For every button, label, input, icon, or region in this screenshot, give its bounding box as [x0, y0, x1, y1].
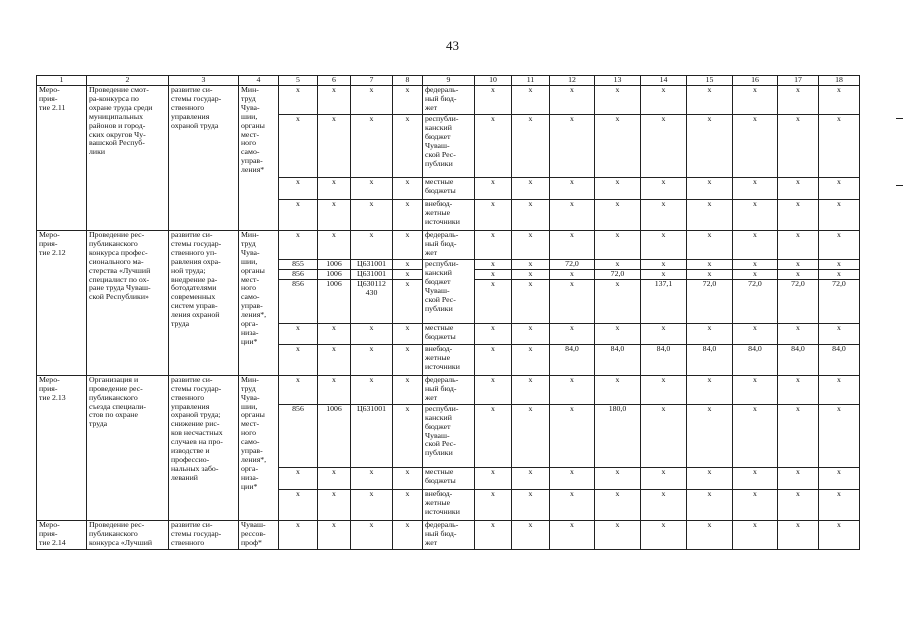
- value-cell: x: [641, 200, 687, 231]
- code-cell: 1006: [318, 269, 351, 279]
- code-cell: x: [393, 344, 423, 375]
- funding-source: федераль- ный бюд- жет: [423, 86, 475, 115]
- margin-mark: [896, 118, 903, 119]
- code-cell: x: [318, 323, 351, 344]
- value-cell: x: [595, 200, 641, 231]
- code-cell: x: [279, 467, 318, 489]
- value-cell: x: [819, 269, 860, 279]
- value-cell: x: [733, 375, 778, 404]
- column-header: 18: [819, 76, 860, 86]
- code-cell: x: [318, 375, 351, 404]
- column-header: 16: [733, 76, 778, 86]
- value-cell: x: [687, 178, 733, 200]
- code-cell: x: [393, 115, 423, 178]
- value-cell: 137,1: [641, 279, 687, 323]
- value-cell: 72,0: [819, 279, 860, 323]
- value-cell: x: [778, 467, 819, 489]
- value-cell: x: [641, 115, 687, 178]
- value-cell: x: [819, 115, 860, 178]
- funding-source: федераль- ный бюд- жет: [423, 375, 475, 404]
- value-cell: x: [475, 279, 512, 323]
- value-cell: x: [733, 86, 778, 115]
- column-header: 3: [169, 76, 239, 86]
- value-cell: 84,0: [819, 344, 860, 375]
- value-cell: x: [733, 520, 778, 549]
- value-cell: x: [778, 260, 819, 270]
- value-cell: x: [733, 200, 778, 231]
- value-cell: x: [733, 115, 778, 178]
- value-cell: x: [550, 115, 595, 178]
- column-header: 4: [239, 76, 279, 86]
- value-cell: x: [687, 200, 733, 231]
- value-cell: x: [687, 231, 733, 260]
- column-header: 8: [393, 76, 423, 86]
- value-cell: x: [819, 489, 860, 520]
- funding-source: республи- канский бюджет Чуваш- ской Рес- публики: [423, 260, 475, 324]
- value-cell: x: [595, 178, 641, 200]
- value-cell: x: [687, 489, 733, 520]
- funding-source: внебюд- жетные источники: [423, 344, 475, 375]
- value-cell: x: [641, 489, 687, 520]
- value-cell: x: [595, 375, 641, 404]
- code-cell: Ц630112 430: [351, 279, 393, 323]
- value-cell: x: [475, 467, 512, 489]
- code-cell: x: [279, 115, 318, 178]
- value-cell: x: [512, 489, 550, 520]
- value-cell: x: [475, 520, 512, 549]
- value-cell: x: [550, 375, 595, 404]
- column-header: 13: [595, 76, 641, 86]
- code-cell: x: [279, 520, 318, 549]
- code-cell: x: [351, 115, 393, 178]
- value-cell: x: [595, 231, 641, 260]
- value-cell: x: [550, 178, 595, 200]
- code-cell: x: [393, 260, 423, 270]
- value-cell: x: [595, 86, 641, 115]
- column-header: 10: [475, 76, 512, 86]
- value-cell: x: [641, 269, 687, 279]
- value-cell: x: [475, 231, 512, 260]
- value-cell: 84,0: [778, 344, 819, 375]
- value-cell: x: [550, 200, 595, 231]
- code-cell: x: [351, 375, 393, 404]
- event-executor: Мин- труд Чува- шии, органы мест- ного само- управ- ления*, орга- низа- ции*: [239, 375, 279, 520]
- code-cell: 856: [279, 404, 318, 467]
- column-header: 11: [512, 76, 550, 86]
- code-cell: x: [393, 375, 423, 404]
- value-cell: x: [512, 178, 550, 200]
- column-header: 14: [641, 76, 687, 86]
- code-cell: x: [318, 178, 351, 200]
- value-cell: x: [819, 404, 860, 467]
- value-cell: x: [512, 115, 550, 178]
- code-cell: 856: [279, 269, 318, 279]
- value-cell: x: [819, 323, 860, 344]
- code-cell: x: [279, 231, 318, 260]
- value-cell: x: [512, 375, 550, 404]
- event-id: Меро- прия- тие 2.14: [37, 520, 87, 549]
- code-cell: x: [279, 323, 318, 344]
- value-cell: x: [641, 375, 687, 404]
- funding-source: внебюд- жетные источники: [423, 489, 475, 520]
- event-name: Проведение смот- ра-конкурса по охране труда среди муниципальных районов и город- ских округов Чу- вашской Респуб- лики: [87, 86, 169, 231]
- funding-source: федераль- ный бюд- жет: [423, 520, 475, 549]
- value-cell: x: [687, 260, 733, 270]
- value-cell: 84,0: [687, 344, 733, 375]
- code-cell: x: [393, 231, 423, 260]
- value-cell: x: [512, 467, 550, 489]
- value-cell: x: [550, 269, 595, 279]
- code-cell: x: [393, 279, 423, 323]
- event-goal: развитие си- стемы государ- ственного уп- равления охра- ной труда; внедрение ра- ботодателями современных систем управ- ления охраной труда: [169, 231, 239, 376]
- code-cell: 856: [279, 279, 318, 323]
- value-cell: x: [550, 520, 595, 549]
- code-cell: x: [318, 520, 351, 549]
- margin-mark: [896, 185, 903, 186]
- event-id: Меро- прия- тие 2.13: [37, 375, 87, 520]
- value-cell: x: [778, 323, 819, 344]
- value-cell: x: [475, 404, 512, 467]
- code-cell: x: [318, 115, 351, 178]
- funding-source: федераль- ный бюд- жет: [423, 231, 475, 260]
- value-cell: x: [641, 404, 687, 467]
- column-header: 17: [778, 76, 819, 86]
- value-cell: x: [778, 520, 819, 549]
- value-cell: x: [733, 467, 778, 489]
- value-cell: x: [475, 200, 512, 231]
- value-cell: x: [512, 279, 550, 323]
- value-cell: x: [595, 279, 641, 323]
- column-header: 15: [687, 76, 733, 86]
- value-cell: x: [819, 200, 860, 231]
- header-row: [37, 76, 860, 86]
- code-cell: x: [318, 231, 351, 260]
- event-name: Проведение рес- публиканского конкурса профес- сионального ма- стерства «Лучший специалист по ох- ране труда Чуваш- ской Республики»: [87, 231, 169, 376]
- funding-source: республи- канский бюджет Чуваш- ской Рес- публики: [423, 404, 475, 467]
- value-cell: x: [819, 86, 860, 115]
- event-executor: Мин- труд Чува- шии, органы мест- ного само- управ- ления*: [239, 86, 279, 231]
- value-cell: x: [687, 404, 733, 467]
- value-cell: x: [550, 489, 595, 520]
- value-cell: x: [641, 520, 687, 549]
- event-goal: развитие си- стемы государ- ственного управления охраной труда; снижение рис- ков несчастных случаев на про- изводстве и профессио- нальных забо- леваний: [169, 375, 239, 520]
- value-cell: 84,0: [733, 344, 778, 375]
- value-cell: x: [475, 323, 512, 344]
- value-cell: 180,0: [595, 404, 641, 467]
- table-row: [37, 375, 860, 404]
- value-cell: x: [687, 115, 733, 178]
- code-cell: x: [279, 178, 318, 200]
- value-cell: x: [778, 404, 819, 467]
- value-cell: x: [475, 260, 512, 270]
- value-cell: x: [778, 231, 819, 260]
- value-cell: 72,0: [550, 260, 595, 270]
- value-cell: x: [778, 269, 819, 279]
- value-cell: x: [687, 375, 733, 404]
- value-cell: x: [733, 231, 778, 260]
- page-number: 43: [446, 38, 459, 53]
- value-cell: x: [512, 231, 550, 260]
- value-cell: x: [512, 269, 550, 279]
- value-cell: x: [733, 269, 778, 279]
- value-cell: x: [778, 178, 819, 200]
- value-cell: 72,0: [778, 279, 819, 323]
- value-cell: x: [475, 86, 512, 115]
- code-cell: x: [351, 467, 393, 489]
- value-cell: x: [819, 178, 860, 200]
- value-cell: x: [595, 115, 641, 178]
- value-cell: x: [550, 323, 595, 344]
- value-cell: x: [595, 520, 641, 549]
- code-cell: x: [393, 323, 423, 344]
- column-header: 5: [279, 76, 318, 86]
- value-cell: x: [595, 467, 641, 489]
- code-cell: x: [351, 178, 393, 200]
- value-cell: x: [733, 489, 778, 520]
- value-cell: x: [512, 200, 550, 231]
- column-header: 1: [37, 76, 87, 86]
- code-cell: x: [393, 404, 423, 467]
- value-cell: x: [819, 467, 860, 489]
- code-cell: x: [393, 467, 423, 489]
- code-cell: x: [351, 200, 393, 231]
- column-header: 12: [550, 76, 595, 86]
- value-cell: x: [512, 323, 550, 344]
- code-cell: Ц631001: [351, 260, 393, 270]
- code-cell: x: [318, 467, 351, 489]
- value-cell: x: [733, 260, 778, 270]
- code-cell: Ц631001: [351, 404, 393, 467]
- code-cell: x: [351, 231, 393, 260]
- event-goal: развитие си- стемы государ- ственного: [169, 520, 239, 549]
- value-cell: x: [687, 269, 733, 279]
- code-cell: x: [279, 200, 318, 231]
- event-id: Меро- прия- тие 2.11: [37, 86, 87, 231]
- value-cell: x: [819, 231, 860, 260]
- event-id: Меро- прия- тие 2.12: [37, 231, 87, 376]
- value-cell: x: [512, 344, 550, 375]
- funding-source: республи- канский бюджет Чуваш- ской Рес- публики: [423, 115, 475, 178]
- value-cell: x: [550, 231, 595, 260]
- column-header: 7: [351, 76, 393, 86]
- value-cell: x: [475, 269, 512, 279]
- code-cell: x: [351, 86, 393, 115]
- value-cell: x: [687, 520, 733, 549]
- value-cell: x: [475, 178, 512, 200]
- funding-source: внебюд- жетные источники: [423, 200, 475, 231]
- value-cell: x: [687, 323, 733, 344]
- program-table: [36, 75, 860, 550]
- value-cell: 72,0: [733, 279, 778, 323]
- code-cell: x: [351, 489, 393, 520]
- value-cell: x: [475, 375, 512, 404]
- value-cell: x: [512, 86, 550, 115]
- funding-source: местные бюджеты: [423, 178, 475, 200]
- value-cell: 84,0: [641, 344, 687, 375]
- value-cell: x: [550, 279, 595, 323]
- value-cell: x: [687, 467, 733, 489]
- event-executor: Чуваш- рессов- проф*: [239, 520, 279, 549]
- value-cell: x: [475, 489, 512, 520]
- column-header: 9: [423, 76, 475, 86]
- value-cell: x: [475, 115, 512, 178]
- value-cell: 84,0: [550, 344, 595, 375]
- code-cell: x: [318, 489, 351, 520]
- code-cell: x: [318, 200, 351, 231]
- value-cell: 72,0: [687, 279, 733, 323]
- value-cell: x: [641, 467, 687, 489]
- column-header: 6: [318, 76, 351, 86]
- value-cell: x: [819, 260, 860, 270]
- value-cell: x: [641, 260, 687, 270]
- value-cell: x: [819, 520, 860, 549]
- event-name: Проведение рес- публиканского конкурса «Лучший: [87, 520, 169, 549]
- value-cell: x: [512, 520, 550, 549]
- value-cell: 84,0: [595, 344, 641, 375]
- funding-source: местные бюджеты: [423, 467, 475, 489]
- value-cell: x: [475, 344, 512, 375]
- value-cell: x: [733, 404, 778, 467]
- value-cell: x: [687, 86, 733, 115]
- code-cell: x: [393, 520, 423, 549]
- column-header: 2: [87, 76, 169, 86]
- value-cell: x: [641, 86, 687, 115]
- code-cell: 1006: [318, 260, 351, 270]
- code-cell: x: [279, 489, 318, 520]
- value-cell: x: [641, 178, 687, 200]
- code-cell: x: [279, 375, 318, 404]
- event-executor: Мин- труд Чува- шии, органы мест- ного само- управ- ления*, орга- низа- ции*: [239, 231, 279, 376]
- value-cell: x: [778, 489, 819, 520]
- value-cell: x: [512, 404, 550, 467]
- value-cell: x: [733, 178, 778, 200]
- code-cell: Ц631001: [351, 269, 393, 279]
- code-cell: x: [318, 344, 351, 375]
- value-cell: x: [512, 260, 550, 270]
- code-cell: 1006: [318, 279, 351, 323]
- value-cell: x: [641, 231, 687, 260]
- code-cell: x: [279, 86, 318, 115]
- value-cell: x: [595, 323, 641, 344]
- code-cell: x: [393, 178, 423, 200]
- code-cell: 1006: [318, 404, 351, 467]
- funding-source: местные бюджеты: [423, 323, 475, 344]
- value-cell: x: [550, 404, 595, 467]
- value-cell: x: [778, 375, 819, 404]
- code-cell: x: [351, 344, 393, 375]
- value-cell: x: [595, 260, 641, 270]
- code-cell: x: [393, 269, 423, 279]
- code-cell: x: [351, 520, 393, 549]
- code-cell: x: [393, 86, 423, 115]
- value-cell: x: [641, 323, 687, 344]
- event-goal: развитие си- стемы государ- ственного управления охраной труда: [169, 86, 239, 231]
- code-cell: x: [393, 200, 423, 231]
- table-row: [37, 520, 860, 549]
- value-cell: x: [595, 489, 641, 520]
- value-cell: x: [733, 323, 778, 344]
- table-row: [37, 86, 860, 115]
- code-cell: x: [351, 323, 393, 344]
- value-cell: x: [778, 200, 819, 231]
- value-cell: x: [819, 375, 860, 404]
- code-cell: x: [279, 344, 318, 375]
- value-cell: x: [778, 86, 819, 115]
- value-cell: x: [550, 86, 595, 115]
- code-cell: 855: [279, 260, 318, 270]
- value-cell: x: [550, 467, 595, 489]
- code-cell: x: [318, 86, 351, 115]
- value-cell: x: [778, 115, 819, 178]
- event-name: Организация и проведение рес- публиканского съезда специали- стов по охране труда: [87, 375, 169, 520]
- table-row: [37, 231, 860, 260]
- value-cell: 72,0: [595, 269, 641, 279]
- code-cell: x: [393, 489, 423, 520]
